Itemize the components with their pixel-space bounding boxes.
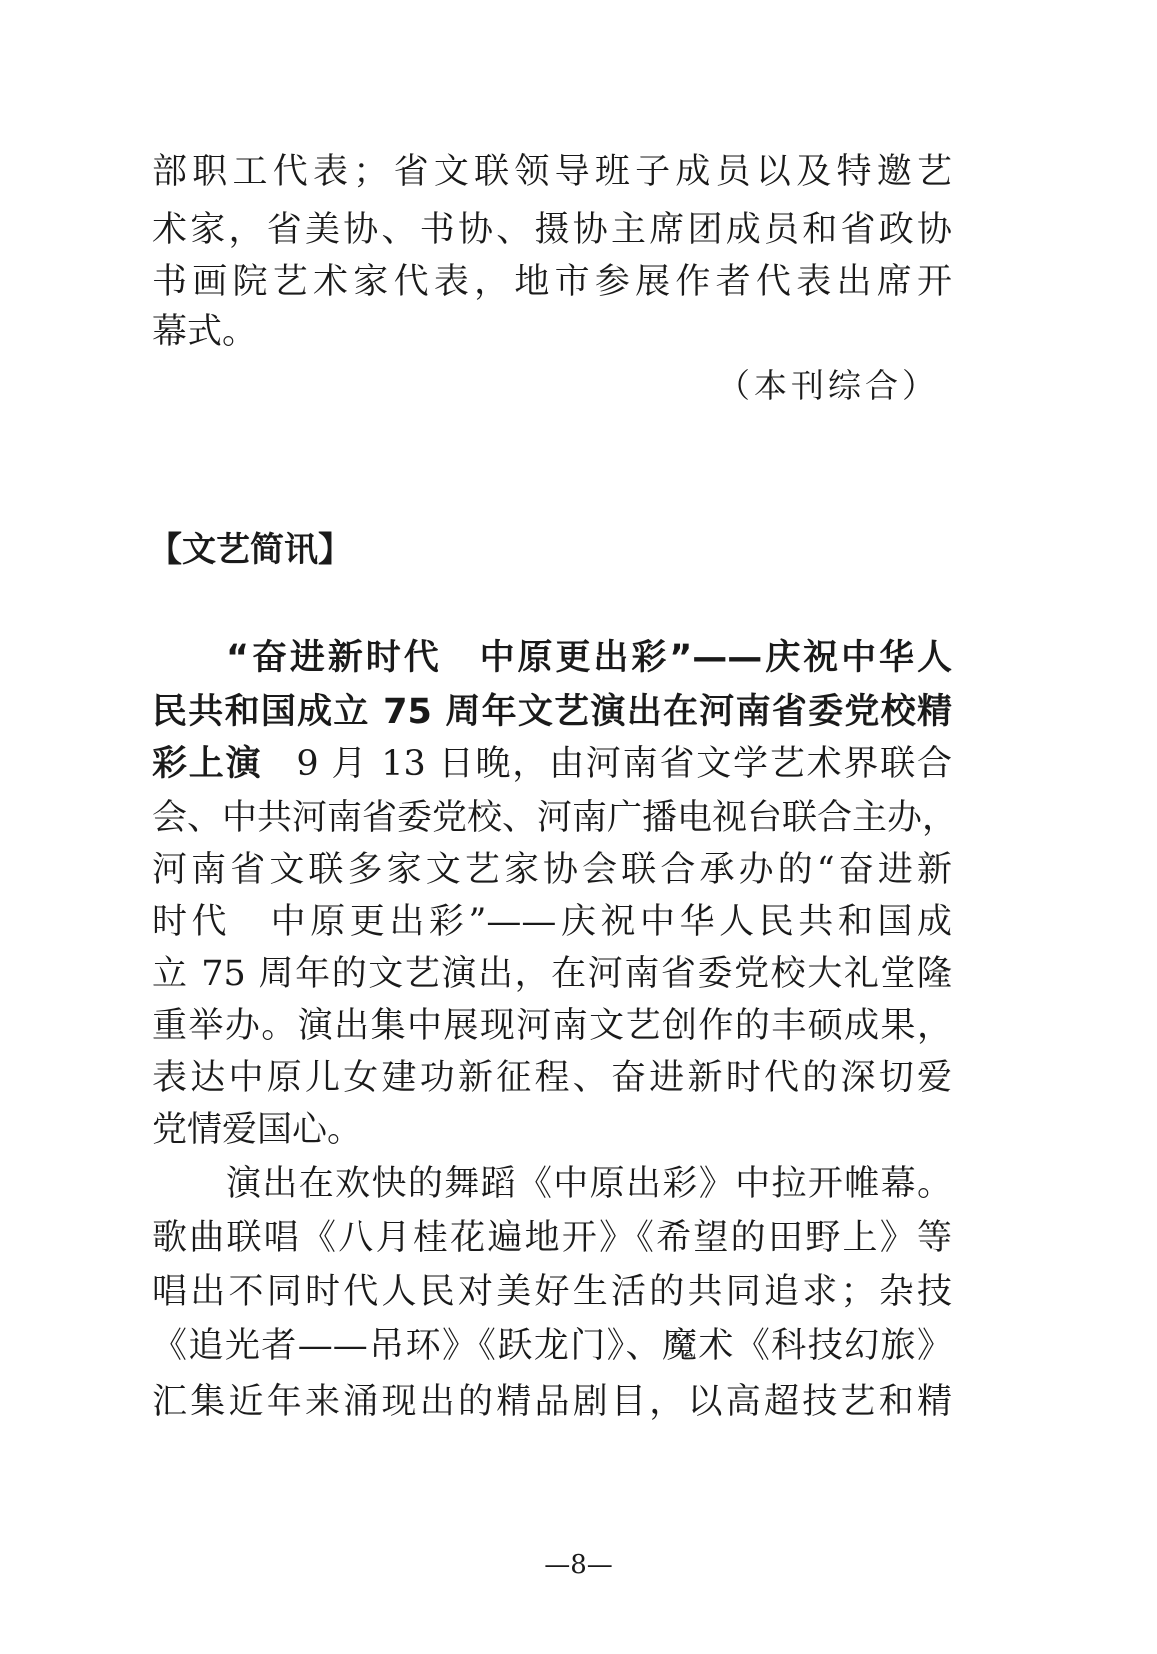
body-line: 《追光者——吊环》《跃龙门》、魔术《科技幻旅》 [152,1326,952,1366]
section-heading: 【文艺简讯】 [148,530,352,570]
body-line: 时代 中原更出彩”——庆祝中华人民共和国成 [152,902,952,942]
body-line: 唱出不同时代人民对美好生活的共同追求；杂技 [152,1272,952,1312]
page-number: —8— [544,1550,613,1580]
source-attribution: （本刊综合） [717,366,939,405]
body-line: 幕式。 [152,312,258,352]
body-line: 书画院艺术家代表，地市参展作者代表出席开 [152,262,952,302]
body-line: 会、中共河南省委党校、河南广播电视台联合主办， [152,798,958,838]
body-line: 党情爱国心。 [152,1110,363,1150]
body-line-start: 9 月 13 日晚，由河南省文学艺术界联合 [296,744,952,784]
body-line: 部职工代表；省文联领导班子成员以及特邀艺 [152,152,952,192]
body-line: 汇集近年来涌现出的精品剧目，以高超技艺和精 [152,1382,952,1422]
body-line: 河南省文联多家文艺家协会联合承办的“奋进新 [152,850,952,890]
body-line: 重举办。演出集中展现河南文艺创作的丰硕成果， [152,1006,952,1046]
article-title-and-body-line [152,734,952,794]
article-title-line: 民共和国成立 75 周年文艺演出在河南省委党校精 [152,692,952,732]
article-title-line: “奋进新时代 中原更出彩”——庆祝中华人 [226,638,952,678]
body-line: 演出在欢快的舞蹈《中原出彩》中拉开帷幕。 [226,1164,952,1204]
article-title-tail: 彩上演 [152,744,263,784]
body-line: 歌曲联唱《八月桂花遍地开》《希望的田野上》等 [152,1218,952,1258]
body-line: 立 75 周年的文艺演出，在河南省委党校大礼堂隆 [152,954,952,994]
body-line: 表达中原儿女建功新征程、奋进新时代的深切爱 [152,1058,952,1098]
body-line: 术家，省美协、书协、摄协主席团成员和省政协 [152,210,952,250]
